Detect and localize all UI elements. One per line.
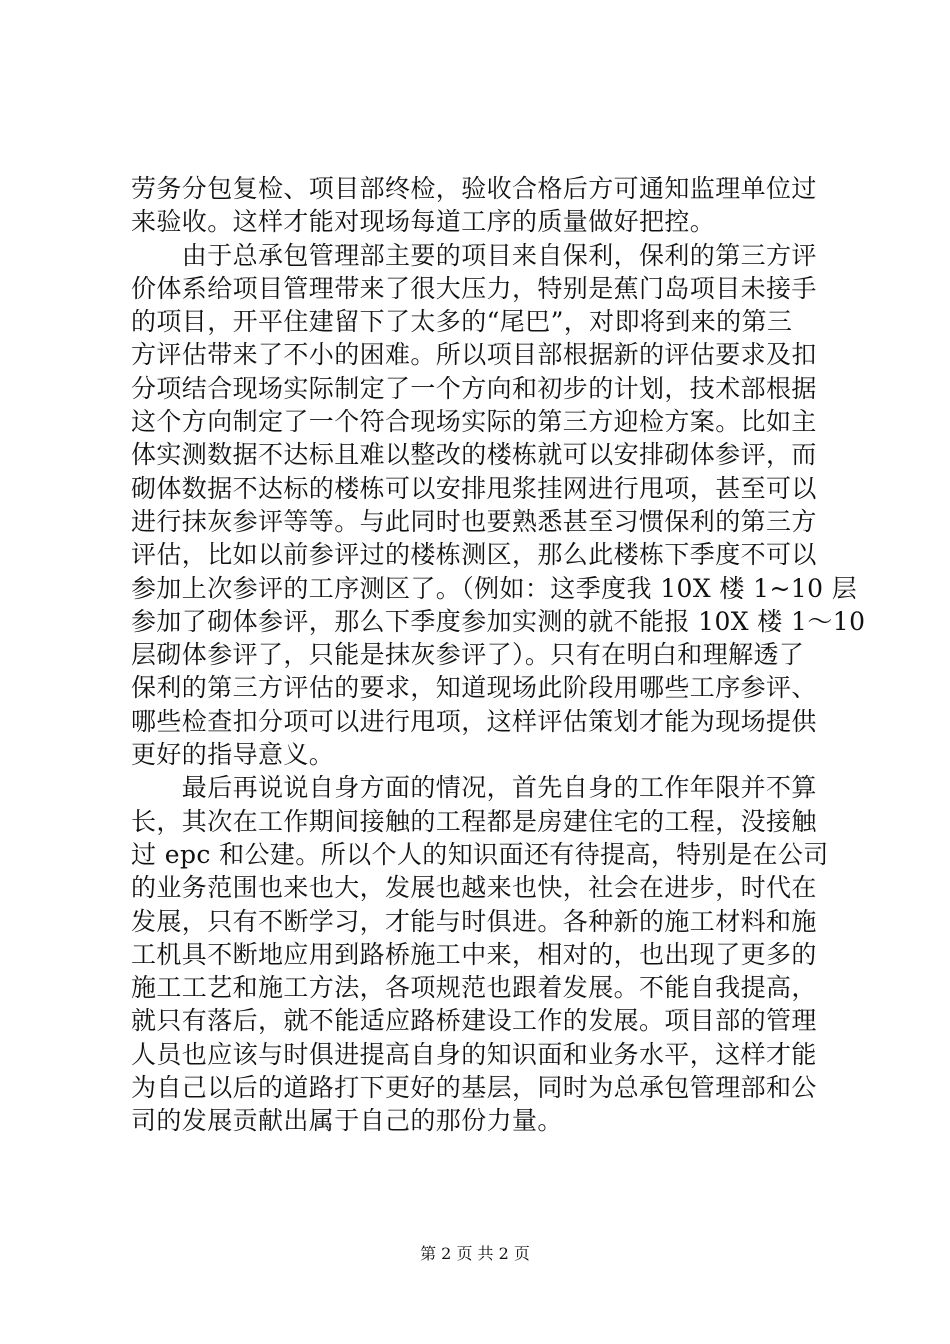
text-line: 分项结合现场实际制定了一个方向和初步的计划，技术部根据 — [131, 373, 817, 403]
text-line: 砌体数据不达标的楼栋可以安排甩浆挂网进行甩项，甚至可以 — [131, 473, 817, 503]
text-line: 更好的指导意义。 — [131, 740, 335, 770]
text-line: 层砌体参评了，只能是抹灰参评了）。只有在明白和理解透了 — [131, 640, 805, 670]
text-line: 由于总承包管理部主要的项目来自保利，保利的第三方评 — [131, 240, 817, 270]
document-body — [131, 172, 866, 1138]
text-line: 价体系给项目管理带来了很大压力，特别是蕉门岛项目未接手 — [131, 273, 817, 303]
page-number-footer: 第 2 页 共 2 页 — [420, 1244, 530, 1263]
text-line: 发展，只有不断学习，才能与时俱进。各种新的施工材料和施 — [131, 906, 817, 936]
text-line: 工机具不断地应用到路桥施工中来，相对的，也出现了更多的 — [131, 939, 817, 969]
text-line: 评估，比如以前参评过的楼栋测区，那么此楼栋下季度不可以 — [131, 540, 817, 570]
text-line: 的业务范围也来也大，发展也越来也快，社会在进步，时代在 — [131, 873, 817, 903]
text-line: 这个方向制定了一个符合现场实际的第三方迎检方案。比如主 — [131, 407, 817, 437]
text-line: 来验收。这样才能对现场每道工序的质量做好把控。 — [131, 207, 716, 237]
text-line: 为自己以后的道路打下更好的基层，同时为总承包管理部和公 — [131, 1073, 817, 1103]
text-line: 哪些检查扣分项可以进行甩项，这样评估策划才能为现场提供 — [131, 706, 817, 736]
text-line: 参加了砌体参评，那么下季度参加实测的就不能报 10X 楼 1～10 — [131, 606, 866, 636]
text-line: 保利的第三方评估的要求，知道现场此阶段用哪些工序参评、 — [131, 673, 817, 703]
text-line: 最后再说说自身方面的情况，首先自身的工作年限并不算 — [131, 773, 817, 803]
text-line: 体实测数据不达标且难以整改的楼栋就可以安排砌体参评，而 — [131, 440, 817, 470]
text-line: 人员也应该与时俱进提高自身的知识面和业务水平，这样才能 — [131, 1039, 817, 1069]
text-line: 施工工艺和施工方法，各项规范也跟着发展。不能自我提高， — [131, 973, 817, 1003]
text-line: 司的发展贡献出属于自己的那份力量。 — [131, 1106, 563, 1136]
text-line: 过 epc 和公建。所以个人的知识面还有待提高，特别是在公司 — [131, 839, 829, 869]
text-line: 进行抹灰参评等等。与此同时也要熟悉甚至习惯保利的第三方 — [131, 506, 817, 536]
text-line: 就只有落后，就不能适应路桥建设工作的发展。项目部的管理 — [131, 1006, 817, 1036]
text-line: 参加上次参评的工序测区了。（例如：这季度我 10X 楼 1~10 层 — [131, 573, 858, 603]
text-line: 长，其次在工作期间接触的工程都是房建住宅的工程，没接触 — [131, 806, 817, 836]
text-line: 劳务分包复检、项目部终检，验收合格后方可通知监理单位过 — [131, 174, 817, 203]
text-line: 方评估带来了不小的困难。所以项目部根据新的评估要求及扣 — [131, 340, 817, 370]
text-line: 的项目，开平住建留下了太多的“尾巴”，对即将到来的第三 — [131, 307, 793, 337]
